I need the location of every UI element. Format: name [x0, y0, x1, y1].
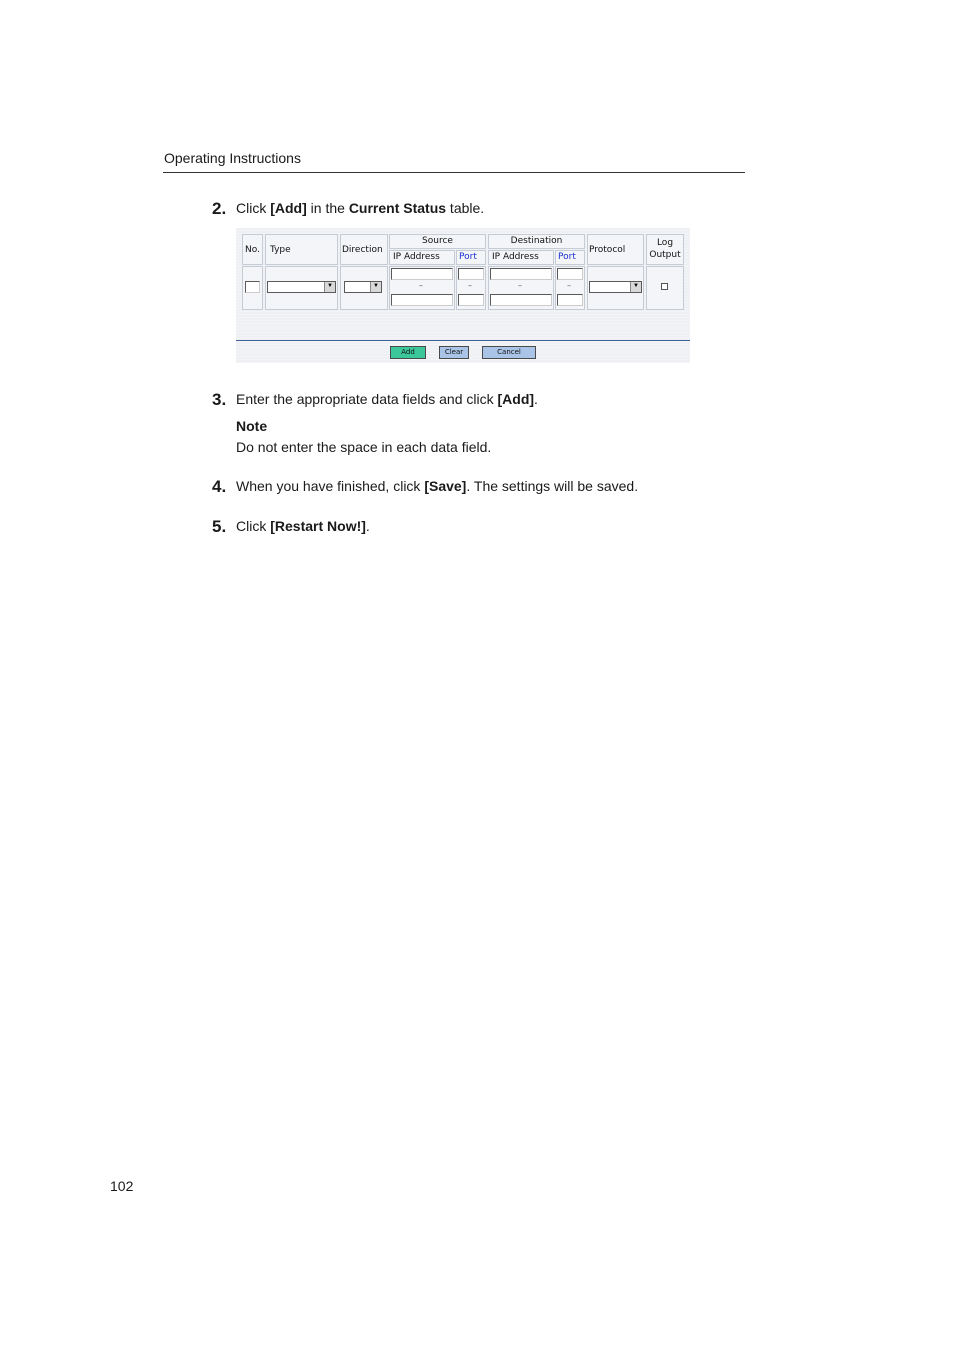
step-text: Click [236, 518, 271, 534]
col-destination: Destination [488, 234, 585, 249]
step-text: Enter the appropriate data fields and click [236, 391, 498, 407]
step-4 [212, 477, 638, 497]
step-text: table. [446, 200, 485, 216]
type-select[interactable] [267, 281, 336, 293]
dest-ip-from-input[interactable] [490, 268, 552, 280]
step-emphasis: [Restart Now!] [270, 518, 366, 534]
log-output-checkbox[interactable] [661, 283, 668, 290]
range-separator: – [518, 281, 522, 290]
step-text: Click [236, 200, 271, 216]
dest-port-from-input[interactable] [557, 268, 583, 280]
source-port-to-input[interactable] [458, 294, 484, 306]
chevron-down-icon: ▼ [630, 282, 641, 292]
step-text: . The settings will be saved. [466, 478, 639, 494]
step-emphasis: [Add] [497, 391, 535, 407]
chevron-down-icon: ▼ [370, 282, 381, 292]
col-protocol: Protocol [587, 234, 644, 265]
col-source-ip: IP Address [389, 250, 455, 265]
source-ip-from-input[interactable] [391, 268, 453, 280]
step-text: . [534, 391, 538, 407]
col-direction: Direction [340, 234, 388, 265]
clear-button[interactable]: Clear [439, 346, 469, 359]
add-button[interactable]: Add [390, 346, 426, 359]
col-source-port: Port [456, 250, 486, 265]
step-emphasis: [Add] [270, 200, 307, 216]
step-2 [212, 199, 484, 219]
col-source: Source [389, 234, 486, 249]
step-text: . [365, 518, 370, 534]
protocol-select[interactable] [589, 281, 642, 293]
step-number: 2. [212, 199, 227, 218]
col-log-output: Log Output [646, 234, 684, 265]
step-5 [212, 517, 370, 537]
step-emphasis: Current Status [348, 200, 447, 216]
col-no: No. [242, 234, 263, 265]
range-separator: – [567, 281, 571, 290]
header-rule [163, 172, 745, 173]
step-3 [212, 390, 538, 410]
note-heading: Note [236, 418, 268, 434]
dest-ip-to-input[interactable] [490, 294, 552, 306]
col-dest-port: Port [555, 250, 585, 265]
no-input[interactable] [245, 281, 260, 293]
dest-port-to-input[interactable] [557, 294, 583, 306]
source-ip-to-input[interactable] [391, 294, 453, 306]
note-body: Do not enter the space in each data field. [236, 439, 492, 455]
step-number: 4. [212, 477, 227, 496]
running-header: Operating Instructions [164, 150, 301, 166]
range-separator: – [468, 281, 472, 290]
step-text: in the [306, 200, 349, 216]
cancel-button[interactable]: Cancel [482, 346, 536, 359]
chevron-down-icon: ▼ [324, 282, 335, 292]
step-text: When you have finished, click [236, 478, 425, 494]
step-emphasis: [Save] [424, 478, 467, 494]
panel-divider [236, 340, 690, 341]
page-number: 102 [110, 1178, 134, 1194]
range-separator: – [419, 281, 423, 290]
col-type: Type [265, 234, 338, 265]
col-dest-ip: IP Address [488, 250, 554, 265]
source-port-from-input[interactable] [458, 268, 484, 280]
step-number: 5. [212, 517, 227, 536]
current-status-screenshot [236, 228, 690, 363]
direction-select[interactable] [344, 281, 382, 293]
step-number: 3. [212, 390, 227, 409]
